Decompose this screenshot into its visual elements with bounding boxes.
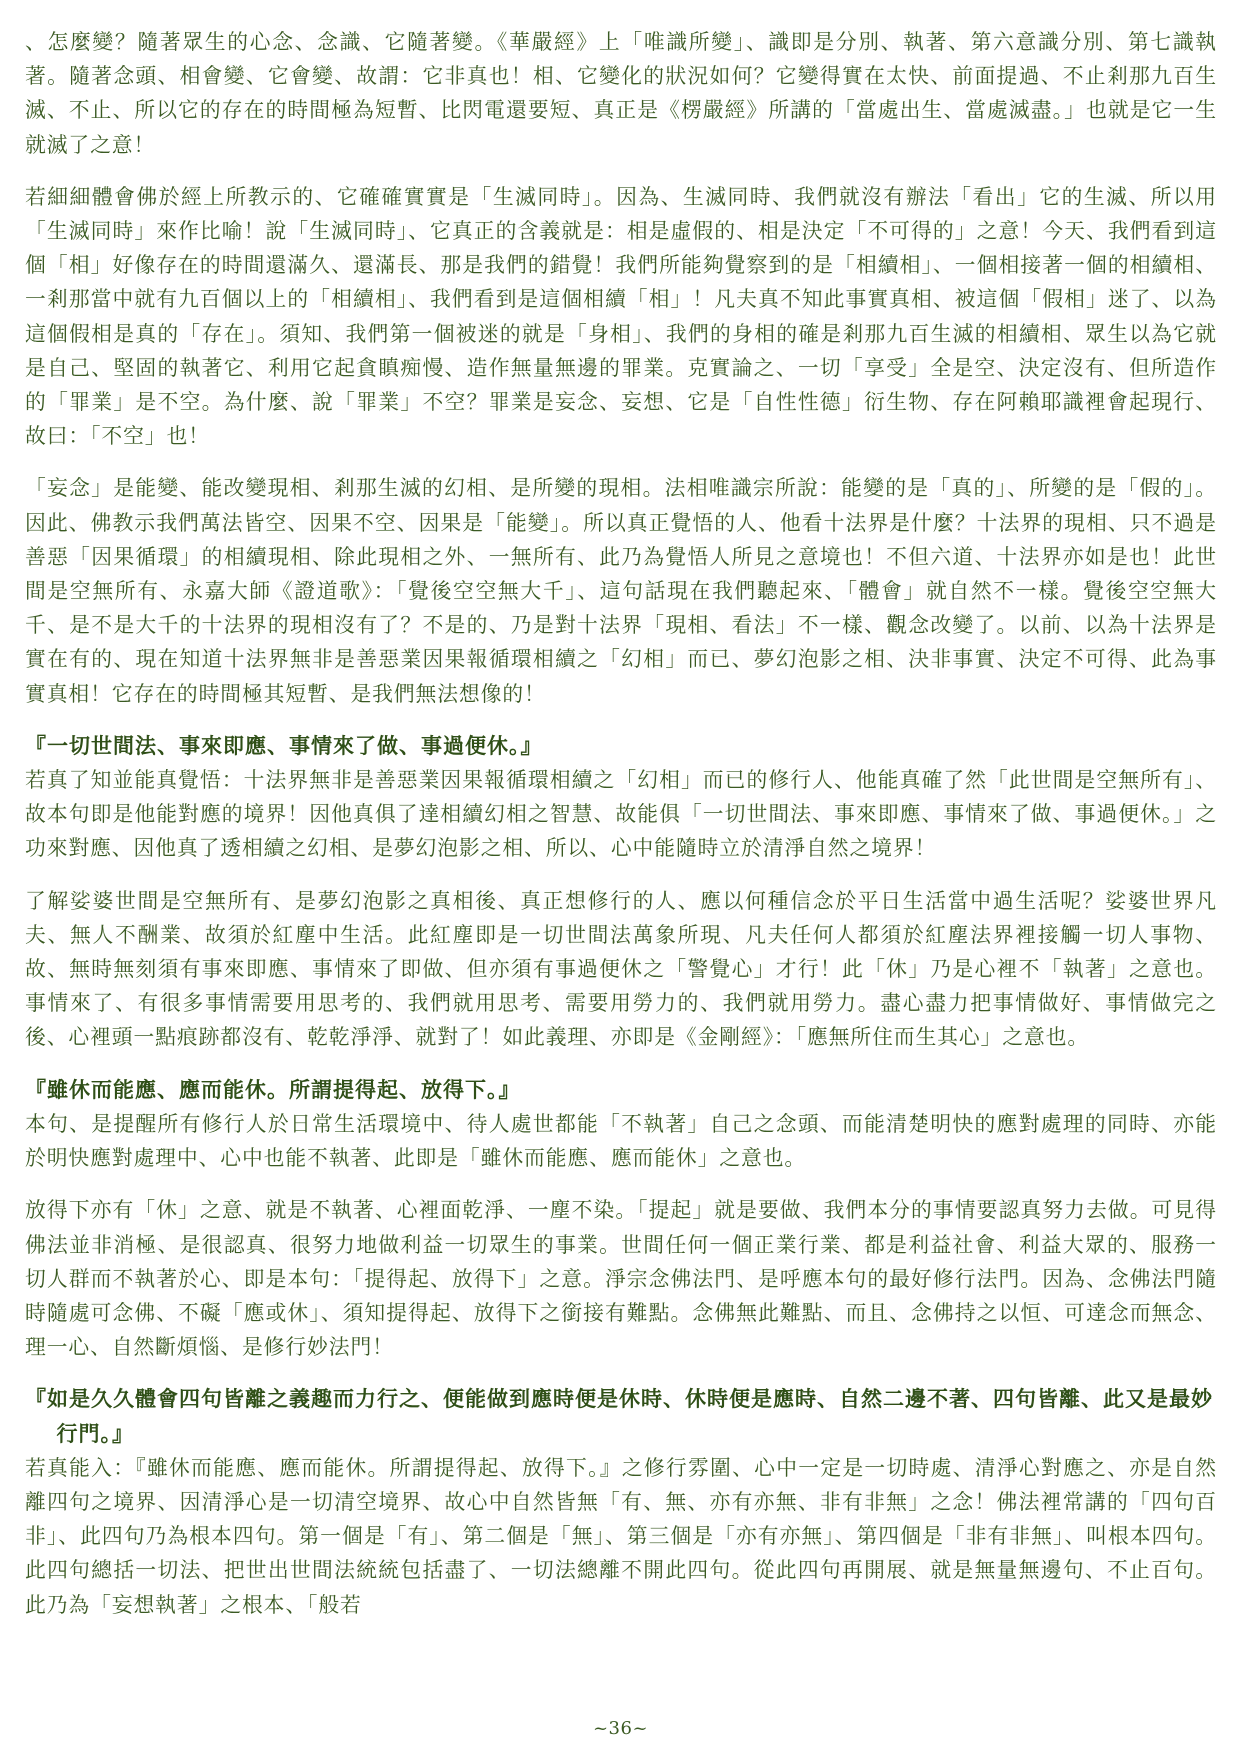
section-one	[25, 729, 1217, 1055]
paragraph: 本句、是提醒所有修行人於日常生活環境中、待人處世都能「不執著」自己之念頭、而能清楚明快的應對處理的同時、亦能於明快應對處理中、心中也能不執著、此即是「雖休而能應、應而能休」之意也。	[25, 1111, 1217, 1171]
section-heading: 『如是久久體會四句皆離之義趣而力行之、便能做到應時便是休時、休時便是應時、自然二邊不著、四句皆離、此又是最妙行門。』	[25, 1386, 1213, 1446]
paragraph: 、怎麼變？隨著眾生的心念、念識、它隨著變。《華嚴經》上「唯識所變」、識即是分別、執著、第六意識分別、第七識執著。隨著念頭、相會變、它會變、故謂：它非真也！相、它變化的狀況如何？它變得實在太快、前面提過、不止剎那九百生滅、不止、所以它的存在的時間極為短暫、比閃電還要短、真正是《楞嚴經》所講的「當處出生、當處滅盡。」也就是它一生就滅了之意！	[25, 30, 1217, 157]
paragraph: 若真能入：『雖休而能應、應而能休。所謂提得起、放得下。』之修行雰圍、心中一定是一切時處、清淨心對應之、亦是自然離四句之境界、因清淨心是一切清空境界、故心中自然皆無「有、無、亦有亦無、非有非無」之念！佛法裡常講的「四句百非」、此四句乃為根本四句。第一個是「有」、第二個是「無」、第三個是「亦有亦無」、第四個是「非有非無」、叫根本四句。此四句總括一切法、把世出世間法統統包括盡了、一切法總離不開此四句。從此四句再開展、就是無量無邊句、不止百句。此乃為「妄想執著」之根本、「般若	[25, 1455, 1217, 1617]
section-heading: 『一切世間法、事來即應、事情來了做、事過便休。』	[25, 732, 543, 758]
paragraph: 了解娑婆世間是空無所有、是夢幻泡影之真相後、真正想修行的人、應以何種信念於平日生活當中過生活呢？娑婆世界凡夫、無人不酬業、故須於紅塵中生活。此紅塵即是一切世間法萬象所現、凡夫任何人都須於紅塵法界裡接觸一切人事物、故、無時無刻須有事來即應、事情來了即做、但亦須有事過便休之「警覺心」才行！此「休」乃是心裡不「執著」之意也。事情來了、有很多事情需要用思考的、我們就用思考、需要用勞力的、我們就用勞力。盡心盡力把事情做好、事情做完之後、心裡頭一點痕跡都沒有、乾乾淨淨、就對了！如此義理、亦即是《金剛經》：「應無所住而生其心」之意也。	[25, 888, 1217, 1050]
section-heading: 『雖休而能應、應而能休。所謂提得起、放得下。』	[25, 1076, 521, 1102]
paragraph: 放得下亦有「休」之意、就是不執著、心裡面乾淨、一塵不染。「提起」就是要做、我們本分的事情要認真努力去做。可見得佛法並非消極、是很認真、很努力地做利益一切眾生的事業。世間任何一個正業行業、都是利益社會、利益大眾的、服務一切人群而不執著於心、即是本句：「提得起、放得下」之意。淨宗念佛法門、是呼應本句的最好修行法門。因為、念佛法門隨時隨處可念佛、不礙「應或休」、須知提得起、放得下之銜接有難點。念佛無此難點、而且、念佛持之以恒、可達念而無念、理一心、自然斷煩惱、是修行妙法門！	[25, 1198, 1217, 1360]
document-page	[25, 25, 1217, 1705]
section-two	[25, 1073, 1217, 1365]
paragraph: 若細細體會佛於經上所教示的、它確確實實是「生滅同時」。因為、生滅同時、我們就沒有辦法「看出」它的生滅、所以用「生滅同時」來作比喻！說「生滅同時」、它真正的含義就是：相是虛假的、相是決定「不可得的」之意！今天、我們看到這個「相」好像存在的時間還滿久、還滿長、那是我們的錯覺！我們所能夠覺察到的是「相續相」、一個相接著一個的相續相、一剎那當中就有九百個以上的「相續相」、我們看到是這個相續「相」！凡夫真不知此事實真相、被這個「假相」迷了、以為這個假相是真的「存在」。須知、我們第一個被迷的就是「身相」、我們的身相的確是剎那九百生滅的相續相、眾生以為它就是自己、堅固的執著它、利用它起貪瞋痴慢、造作無量無邊的罪業。克實論之、一切「享受」全是空、決定沒有、但所造作的「罪業」是不空。為什麼、說「罪業」不空？罪業是妄念、妄想、它是「自性性德」衍生物、存在阿賴耶識裡會起現行、故曰：「不空」也！	[25, 184, 1217, 449]
page-number: ~36~	[592, 1718, 649, 1739]
section-three	[25, 1382, 1217, 1621]
paragraph: 若真了知並能真覺悟：十法界無非是善惡業因果報循環相續之「幻相」而已的修行人、他能真確了然「此世間是空無所有」、故本句即是他能對應的境界！因他真俱了達相續幻相之智慧、故能俱「一切世間法、事來即應、事情來了做、事過便休。」之功來對應、因他真了透相續之幻相、是夢幻泡影之相、所以、心中能隨時立於清淨自然之境界！	[25, 768, 1217, 861]
paragraph: 「妄念」是能變、能改變現相、剎那生滅的幻相、是所變的現相。法相唯識宗所說：能變的是「真的」、所變的是「假的」。因此、佛教示我們萬法皆空、因果不空、因果是「能變」。所以真正覺悟的人、他看十法界是什麼？十法界的現相、只不過是善惡「因果循環」的相續現相、除此現相之外、一無所有、此乃為覺悟人所見之意境也！不但六道、十法界亦如是也！此世間是空無所有、永嘉大師《證道歌》：「覺後空空無大千」、這句話現在我們聽起來、「體會」就自然不一樣。覺後空空無大千、是不是大千的十法界的現相沒有了？不是的、乃是對十法界「現相、看法」不一樣、觀念改變了。以前、以為十法界是實在有的、現在知道十法界無非是善惡業因果報循環相續之「幻相」而已、夢幻泡影之相、決非事實、決定不可得、此為事實真相！它存在的時間極其短暫、是我們無法想像的！	[25, 476, 1217, 706]
